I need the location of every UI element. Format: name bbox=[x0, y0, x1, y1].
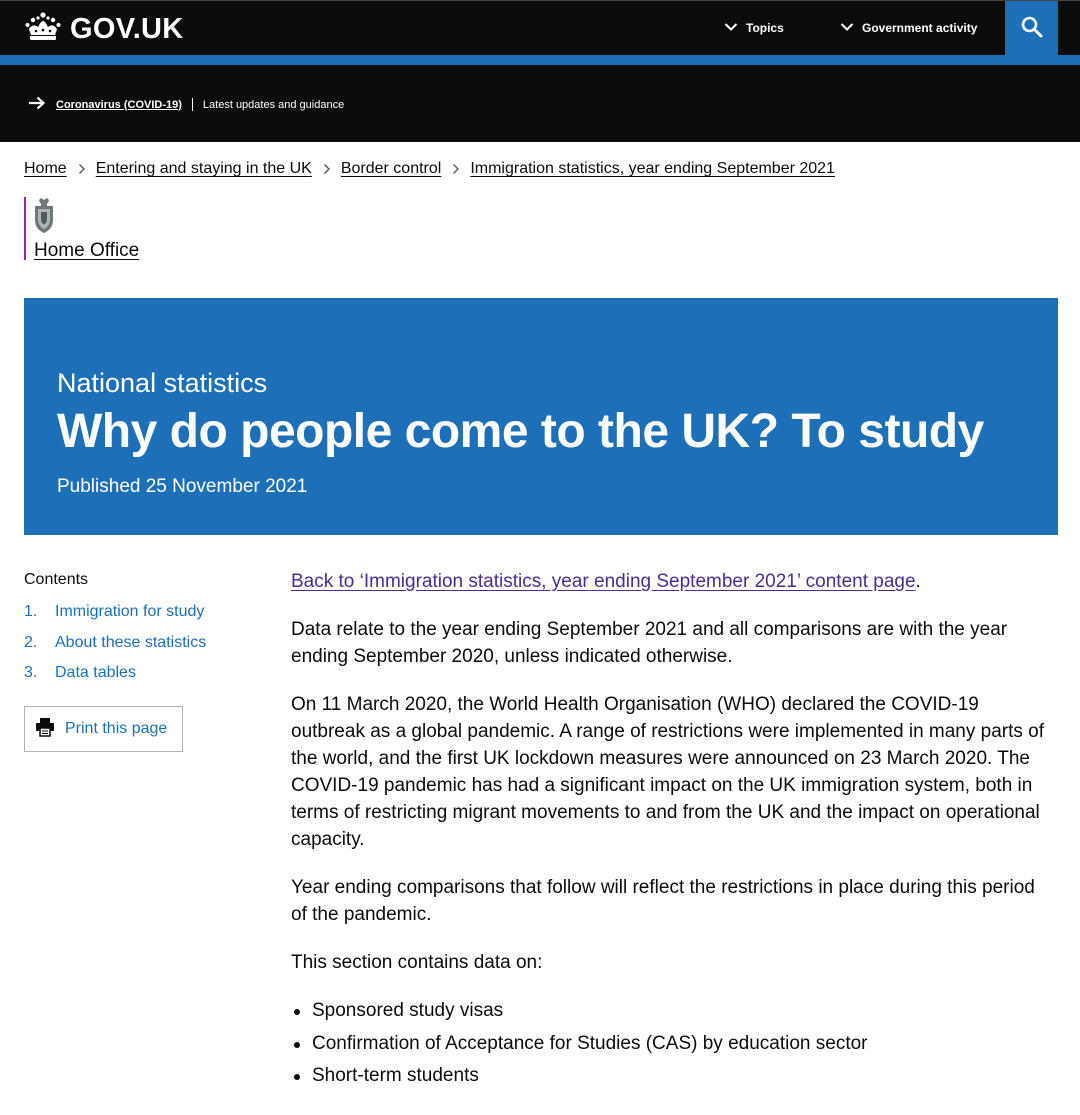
body-paragraph: On 11 March 2020, the World Health Organisation (WHO) declared the COVID-19 outbreak as a global pandemic. A range of restrictions were implemented in many parts of the world, and the first UK lockdown measures were announced on 23 March 2020. The COVID-19 pandemic has had a significant impact on the UK immigration system, both in terms of restricting migrant movements to and from the UK and the impact on operational capacity. bbox=[291, 694, 1045, 850]
contents-item-number: 2. bbox=[24, 633, 38, 651]
back-to-content-link[interactable]: Back to ‘Immigration statistics, year ending September 2021’ content page bbox=[291, 571, 916, 592]
back-link-suffix: . bbox=[915, 571, 921, 592]
contents-heading: Contents bbox=[24, 571, 89, 588]
print-page-button[interactable] bbox=[24, 706, 183, 752]
body-paragraph: Year ending comparisons that follow will reflect the restrictions in place during this period of the pandemic. bbox=[291, 877, 1035, 925]
search-icon bbox=[1021, 16, 1043, 41]
contents-item bbox=[24, 664, 206, 695]
covid-banner-link[interactable]: Coronavirus (COVID-19) bbox=[56, 98, 182, 111]
print-page-label: Print this page bbox=[65, 720, 168, 737]
published-date: Published 25 November 2021 bbox=[57, 476, 308, 497]
contents-list bbox=[24, 603, 206, 695]
govuk-logo-link[interactable] bbox=[24, 11, 184, 48]
header-blue-rule bbox=[0, 55, 1080, 65]
crown-icon bbox=[24, 11, 62, 48]
site-header bbox=[0, 0, 1080, 55]
search-button[interactable] bbox=[1005, 1, 1058, 56]
data-topics-list bbox=[291, 997, 1051, 1095]
govuk-logo-text: GOV.UK bbox=[70, 13, 184, 45]
page-caption: National statistics bbox=[57, 368, 268, 398]
chevron-right-icon bbox=[323, 163, 331, 175]
contents-item bbox=[24, 603, 206, 634]
nav-topics[interactable] bbox=[724, 21, 784, 35]
main-content bbox=[291, 568, 1051, 1095]
page-title: Why do people come to the UK? To study bbox=[57, 405, 984, 458]
back-link-paragraph bbox=[291, 568, 1051, 595]
nav-government-activity[interactable] bbox=[840, 21, 977, 35]
covid-banner-divider bbox=[192, 98, 193, 111]
chevron-down-icon bbox=[840, 21, 854, 35]
page-hero bbox=[24, 298, 1058, 535]
printer-icon bbox=[35, 717, 55, 742]
arrow-right-icon bbox=[28, 96, 46, 113]
list-item: Sponsored study visas bbox=[291, 997, 1051, 1030]
breadcrumb-border-control[interactable]: Border control bbox=[340, 160, 442, 177]
body-paragraph: This section contains data on: bbox=[291, 952, 543, 973]
nav-government-activity-label: Government activity bbox=[862, 21, 978, 35]
contents-item-number: 1. bbox=[24, 603, 38, 620]
covid-banner-content bbox=[28, 96, 344, 113]
nav-topics-label: Topics bbox=[746, 21, 784, 35]
chevron-right-icon bbox=[452, 163, 460, 175]
contents-item-number: 3. bbox=[24, 664, 38, 681]
breadcrumb bbox=[24, 160, 835, 178]
covid-banner-text: Latest updates and guidance bbox=[202, 98, 345, 111]
covid-banner bbox=[0, 65, 1080, 142]
contents-link-about-these-statistics[interactable]: About these statistics bbox=[55, 633, 207, 651]
body-paragraph: Data relate to the year ending September 2021 and all comparisons are with the year ending September 2020, unless indicated otherwise. bbox=[291, 619, 1008, 667]
chevron-right-icon bbox=[78, 163, 86, 175]
list-item: Confirmation of Acceptance for Studies (CAS) by education sector bbox=[291, 1030, 1051, 1063]
breadcrumb-home[interactable]: Home bbox=[24, 160, 67, 177]
list-item: Short-term students bbox=[291, 1062, 1051, 1095]
contents-item bbox=[24, 634, 206, 665]
contents-link-immigration-for-study[interactable]: Immigration for study bbox=[55, 603, 205, 620]
breadcrumb-immigration-statistics[interactable]: Immigration statistics, year ending September 2021 bbox=[470, 160, 835, 177]
home-office-crest-icon bbox=[32, 197, 56, 240]
contents-link-data-tables[interactable]: Data tables bbox=[55, 664, 136, 681]
chevron-down-icon bbox=[724, 21, 738, 35]
breadcrumb-entering-staying[interactable]: Entering and staying in the UK bbox=[95, 160, 312, 177]
organisation-logo bbox=[24, 197, 140, 261]
organisation-link[interactable]: Home Office bbox=[34, 240, 140, 261]
